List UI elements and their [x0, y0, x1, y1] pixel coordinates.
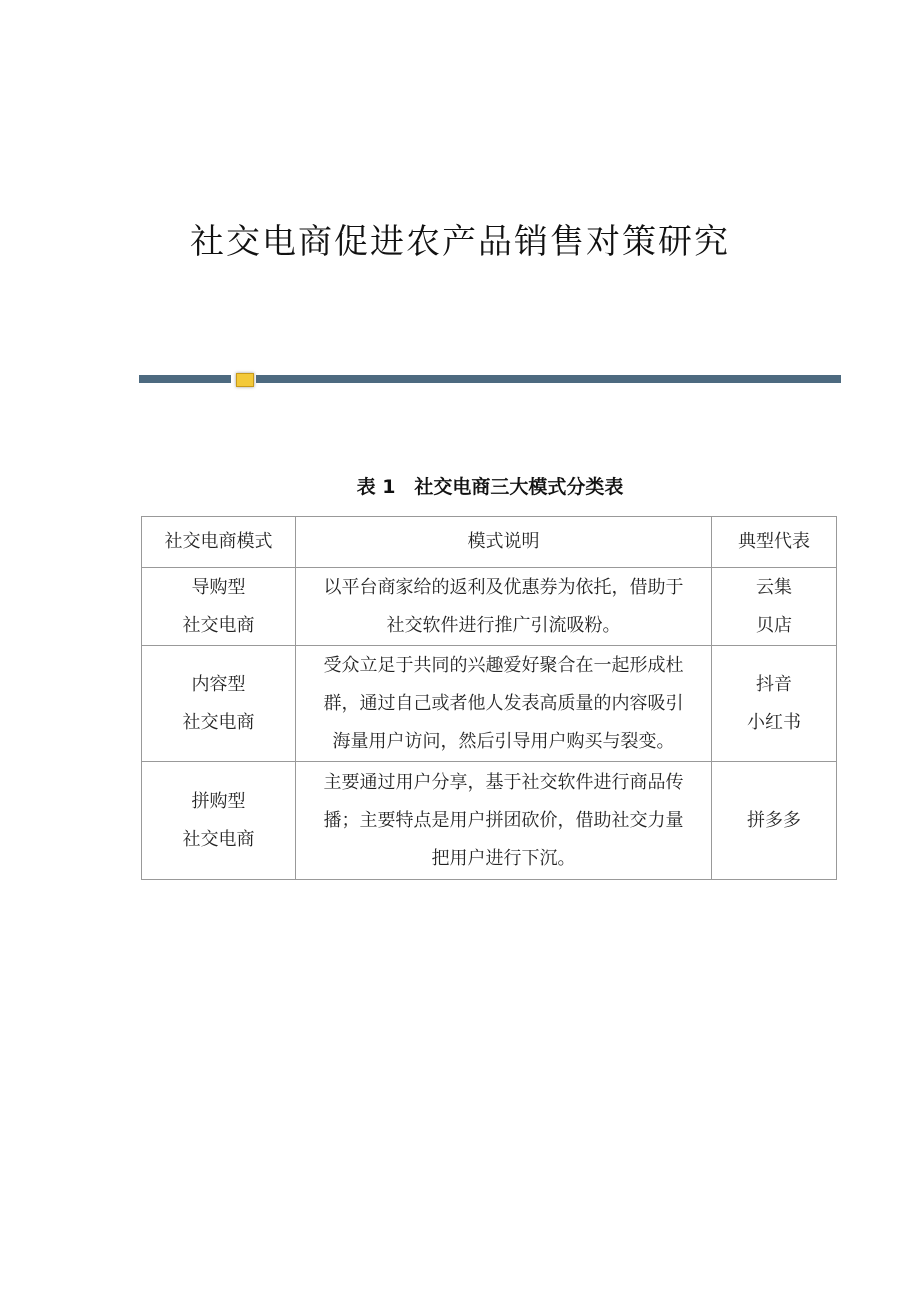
example-text: 抖音 [756, 673, 792, 695]
decorative-rule [139, 375, 231, 383]
desc-line: 以平台商家给的返利及优惠券为依托，借助于 [323, 576, 684, 598]
example-text: 拼多多 [747, 809, 801, 831]
mode-cell [142, 568, 296, 646]
header-cell: 模式说明 [296, 517, 712, 568]
document-title: 社交电商促进农产品销售对策研究 [190, 222, 730, 262]
mode-cell [142, 762, 296, 880]
header-cell: 典型代表 [712, 517, 837, 568]
desc-line: 把用户进行下沉。 [431, 847, 576, 869]
example-text: 小红书 [747, 711, 801, 733]
desc-line: 海量用户访问，然后引导用户购买与裂变。 [332, 730, 675, 752]
mode-classification-table [141, 516, 837, 880]
examples-cell [712, 646, 837, 762]
mode-text: 内容型 [191, 673, 246, 695]
mode-text: 社交电商 [182, 828, 255, 850]
examples-cell [712, 568, 837, 646]
decorative-emblem-icon [236, 373, 254, 387]
examples-cell [712, 762, 837, 880]
table-header-row [142, 517, 837, 568]
table-row [142, 646, 837, 762]
decorative-rule [256, 375, 841, 383]
example-text: 贝店 [756, 614, 792, 636]
desc-line: 主要通过用户分享，基于社交软件进行商品传 [323, 771, 684, 793]
example-text: 云集 [756, 576, 792, 598]
desc-line: 群，通过自己或者他人发表高质量的内容吸引 [323, 692, 684, 714]
desc-line: 播；主要特点是用户拼团砍价，借助社交力量 [323, 809, 684, 831]
mode-text: 社交电商 [182, 711, 255, 733]
desc-cell [296, 646, 712, 762]
desc-cell [296, 762, 712, 880]
mode-text: 社交电商 [182, 614, 255, 636]
desc-line: 受众立足于共同的兴趣爱好聚合在一起形成杜 [323, 654, 684, 676]
mode-text: 导购型 [191, 576, 246, 598]
table-row [142, 568, 837, 646]
desc-line: 社交软件进行推广引流吸粉。 [386, 614, 621, 636]
mode-text: 拼购型 [191, 790, 246, 812]
table-caption: 表 1 社交电商三大模式分类表 [356, 476, 624, 498]
header-cell: 社交电商模式 [142, 517, 296, 568]
desc-cell [296, 568, 712, 646]
mode-cell [142, 646, 296, 762]
table-row [142, 762, 837, 880]
